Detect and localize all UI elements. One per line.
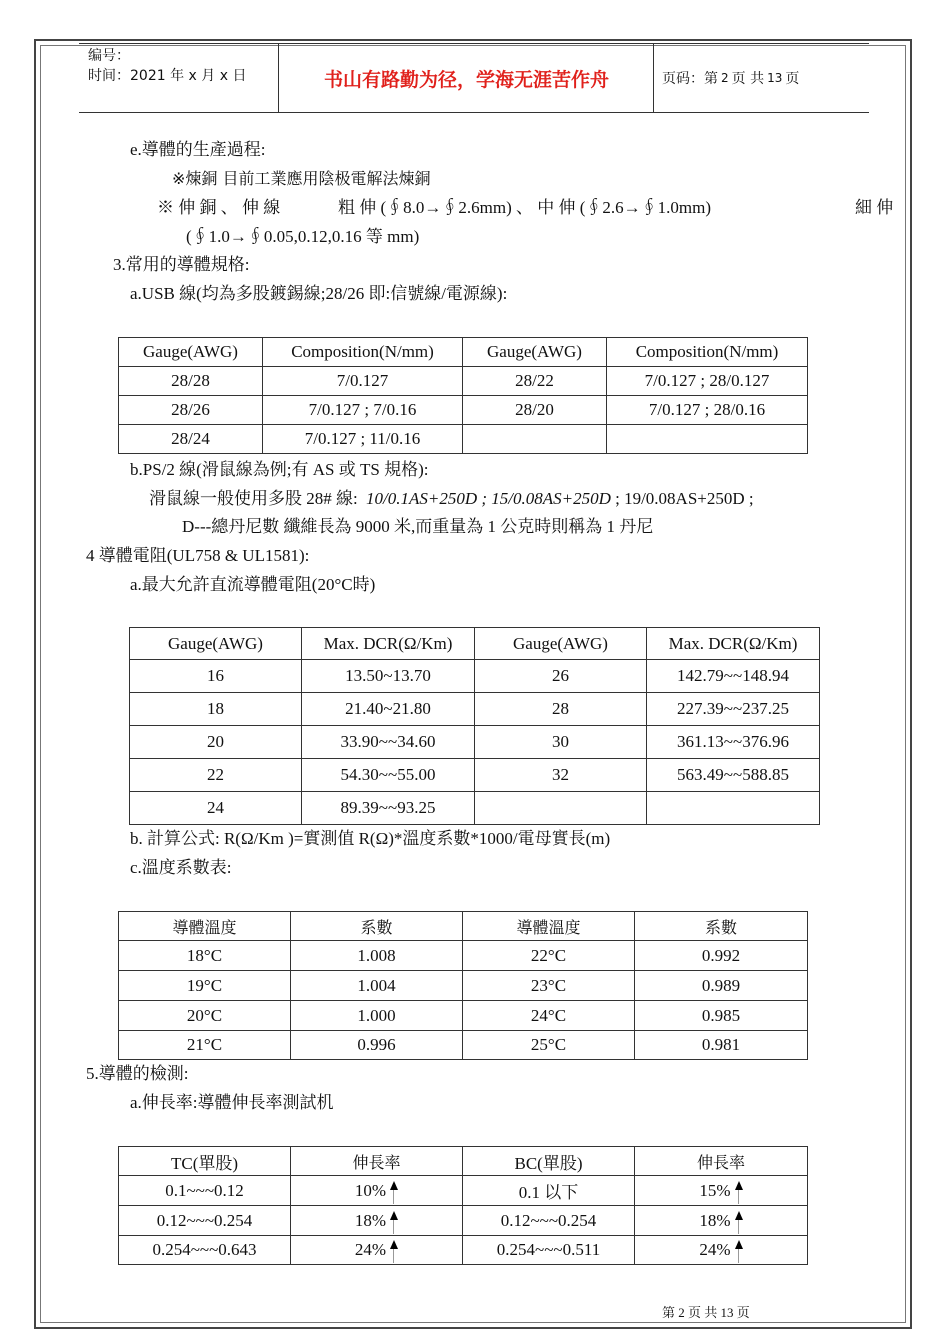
table-cell: 28/22 (463, 367, 607, 396)
table-header-cell: 系數 (635, 912, 808, 941)
table-header-cell: Max. DCR(Ω/Km) (647, 628, 820, 660)
elongation-table (118, 1146, 808, 1265)
time-label: 时间：2021 年 x 月 x 日 (88, 68, 247, 84)
table-cell: 7/0.127 ; 11/0.16 (263, 425, 463, 454)
table-cell (291, 1236, 463, 1265)
table-cell: 0.12~~~0.254 (463, 1206, 635, 1236)
arrow-up-icon (735, 1240, 743, 1249)
table-cell: 0.996 (291, 1031, 463, 1060)
table-header-cell: Max. DCR(Ω/Km) (302, 628, 475, 660)
table-cell: 20°C (119, 1001, 291, 1031)
number-label: 编号： (88, 48, 130, 64)
page-label-mid: 页 共 (731, 71, 765, 87)
table-header-row (119, 1147, 808, 1176)
table-cell: 28/24 (119, 425, 263, 454)
table-header-cell: Composition(N/mm) (263, 338, 463, 367)
table-cell: 89.39~~93.25 (302, 792, 475, 825)
table-cell: 22°C (463, 941, 635, 971)
section-5a-text: a.伸長率:導體伸長率測試机 (130, 1093, 334, 1112)
table-cell (291, 1176, 463, 1206)
arrow-up-icon (735, 1181, 743, 1190)
table-cell: 28/28 (119, 367, 263, 396)
section-e-line2b: 粗 伸 (∮8.0→∮2.6mm) 、 中 伸 (∮2.6→∮1.0mm) (338, 198, 712, 217)
header-meta (79, 44, 279, 112)
section-3b-line1-suffix: ; 19/0.08AS+250D ; (615, 489, 754, 508)
table-cell: 7/0.127 ; 28/0.127 (607, 367, 808, 396)
section-e-line3: (∮1.0→∮0.05,0.12,0.16 等 mm) (186, 227, 420, 246)
table-row (119, 941, 808, 971)
table-header-cell: BC(單股) (463, 1147, 635, 1176)
table-cell: 1.000 (291, 1001, 463, 1031)
temp-coefficient-table (118, 911, 808, 1060)
table-cell: 24 (130, 792, 302, 825)
header-motto: 书山有路勤为径，学海无涯苦作舟 (280, 44, 654, 112)
table-cell: 20 (130, 726, 302, 759)
section-5-title: 5.導體的檢測: (86, 1064, 189, 1083)
table-row (119, 1236, 808, 1265)
page-total: 13 (767, 71, 783, 85)
table-header-cell: Gauge(AWG) (130, 628, 302, 660)
table-cell: 30 (475, 726, 647, 759)
elongation-value: 10% (354, 1180, 387, 1200)
table-header-cell: 伸長率 (635, 1147, 808, 1176)
table-cell (607, 425, 808, 454)
table-cell: 563.49~~588.85 (647, 759, 820, 792)
section-3b-text: b.PS/2 線(滑鼠線為例;有 AS 或 TS 規格): (130, 460, 429, 479)
table-row (130, 759, 820, 792)
table-header-row (130, 628, 820, 660)
arrow-up-icon (390, 1181, 398, 1190)
table-cell: 18°C (119, 941, 291, 971)
table-cell (463, 425, 607, 454)
table-cell: 7/0.127 (263, 367, 463, 396)
section-4-title: 4 導體電阻(UL758 & UL1581): (86, 546, 310, 565)
table-cell: 16 (130, 660, 302, 693)
table-header-cell: Gauge(AWG) (475, 628, 647, 660)
table-cell: 26 (475, 660, 647, 693)
elongation-value: 15% (699, 1180, 731, 1200)
table-row (130, 792, 820, 825)
table-cell: 361.13~~376.96 (647, 726, 820, 759)
arrow-up-icon (735, 1211, 743, 1220)
table-cell: 0.989 (635, 971, 808, 1001)
page-footer: 第 2 页 共 13 页 (662, 1305, 750, 1320)
section-e-line2a: ※ 伸 銅 、 伸 線 (157, 198, 281, 217)
arrow-up-icon (390, 1211, 398, 1220)
header-page-info (654, 44, 869, 112)
page-header (79, 43, 869, 113)
table-cell: 227.39~~237.25 (647, 693, 820, 726)
section-4c-text: c.溫度系數表: (130, 858, 232, 877)
table-cell: 1.004 (291, 971, 463, 1001)
table-header-cell: 伸長率 (291, 1147, 463, 1176)
table-cell: 28/20 (463, 396, 607, 425)
table-row (119, 1176, 808, 1206)
table-header-row (119, 338, 808, 367)
table-cell: 0.254~~~0.643 (119, 1236, 291, 1265)
section-4a-text: a.最大允許直流導體電阻(20°C時) (130, 575, 376, 594)
elongation-value: 18% (699, 1210, 731, 1230)
table-cell: 32 (475, 759, 647, 792)
table-cell: 25°C (463, 1031, 635, 1060)
table-header-cell: 系數 (291, 912, 463, 941)
table-cell: 24°C (463, 1001, 635, 1031)
table-row (119, 971, 808, 1001)
table-cell (291, 1206, 463, 1236)
elongation-value: 18% (354, 1210, 387, 1230)
arrow-up-icon (390, 1240, 398, 1249)
table-cell: 28 (475, 693, 647, 726)
table-row (130, 726, 820, 759)
table-cell: 33.90~~34.60 (302, 726, 475, 759)
table-cell: 0.254~~~0.511 (463, 1236, 635, 1265)
section-3a-text: a.USB 線(均為多股鍍錫線;28/26 即:信號線/電源線): (130, 284, 508, 303)
table-cell: 23°C (463, 971, 635, 1001)
table-cell: 28/26 (119, 396, 263, 425)
page-label-suffix: 页 (785, 71, 800, 87)
section-3b-line1-italic: 10/0.1AS+250D ; 15/0.08AS+250D (365, 489, 611, 508)
table-row (119, 1206, 808, 1236)
table-cell: 7/0.127 ; 28/0.16 (607, 396, 808, 425)
table-row (130, 693, 820, 726)
section-e-line1: ※煉銅 目前工業應用陰极電解法煉銅 (172, 169, 431, 188)
table-cell: 22 (130, 759, 302, 792)
table-cell: 0.1~~~0.12 (119, 1176, 291, 1206)
table-header-cell: 導體溫度 (463, 912, 635, 941)
table-cell (647, 792, 820, 825)
table-cell: 18 (130, 693, 302, 726)
table-cell (635, 1236, 808, 1265)
section-3b-line1-prefix: 滑鼠線一般使用多股 28# 線: (149, 489, 358, 508)
table-header-cell: 導體溫度 (119, 912, 291, 941)
table-header-cell: Composition(N/mm) (607, 338, 808, 367)
elongation-value: 24% (699, 1240, 731, 1259)
table-cell: 54.30~~55.00 (302, 759, 475, 792)
table-cell: 13.50~13.70 (302, 660, 475, 693)
page-current: 2 (721, 71, 729, 85)
table-cell: 0.992 (635, 941, 808, 971)
table-header-cell: TC(單股) (119, 1147, 291, 1176)
section-e-title: e.導體的生產過程: (130, 140, 266, 159)
section-e-line2c: 細 伸 (855, 198, 894, 217)
table-cell: 0.1 以下 (463, 1176, 635, 1206)
table-header-row (119, 912, 808, 941)
table-cell: 0.981 (635, 1031, 808, 1060)
table-cell: 0.12~~~0.254 (119, 1206, 291, 1236)
section-3-title: 3.常用的導體規格: (113, 255, 250, 274)
page-label-prefix: 页码：第 (662, 71, 718, 87)
table-row (119, 1031, 808, 1060)
table-row (119, 1001, 808, 1031)
table-header-cell: Gauge(AWG) (119, 338, 263, 367)
table-cell: 21°C (119, 1031, 291, 1060)
table-cell: 19°C (119, 971, 291, 1001)
table-header-cell: Gauge(AWG) (463, 338, 607, 367)
section-3b-line2: D---總丹尼數 纖維長為 9000 米,而重量為 1 公克時則稱為 1 丹尼 (182, 517, 654, 536)
section-3b-line1 (149, 488, 754, 510)
section-4b-text: b. 計算公式: R(Ω/Km )=實測值 R(Ω)*溫度系數*1000/電母實長(m) (130, 829, 611, 848)
usb-gauge-table (118, 337, 808, 454)
table-cell (475, 792, 647, 825)
table-cell: 142.79~~148.94 (647, 660, 820, 693)
table-row (130, 660, 820, 693)
table-row (119, 425, 808, 454)
table-cell (635, 1176, 808, 1206)
table-cell: 21.40~21.80 (302, 693, 475, 726)
table-row (119, 367, 808, 396)
elongation-value: 24% (354, 1240, 387, 1259)
table-cell: 1.008 (291, 941, 463, 971)
table-row (119, 396, 808, 425)
table-cell: 7/0.127 ; 7/0.16 (263, 396, 463, 425)
dcr-table (129, 627, 820, 825)
table-cell (635, 1206, 808, 1236)
table-cell: 0.985 (635, 1001, 808, 1031)
